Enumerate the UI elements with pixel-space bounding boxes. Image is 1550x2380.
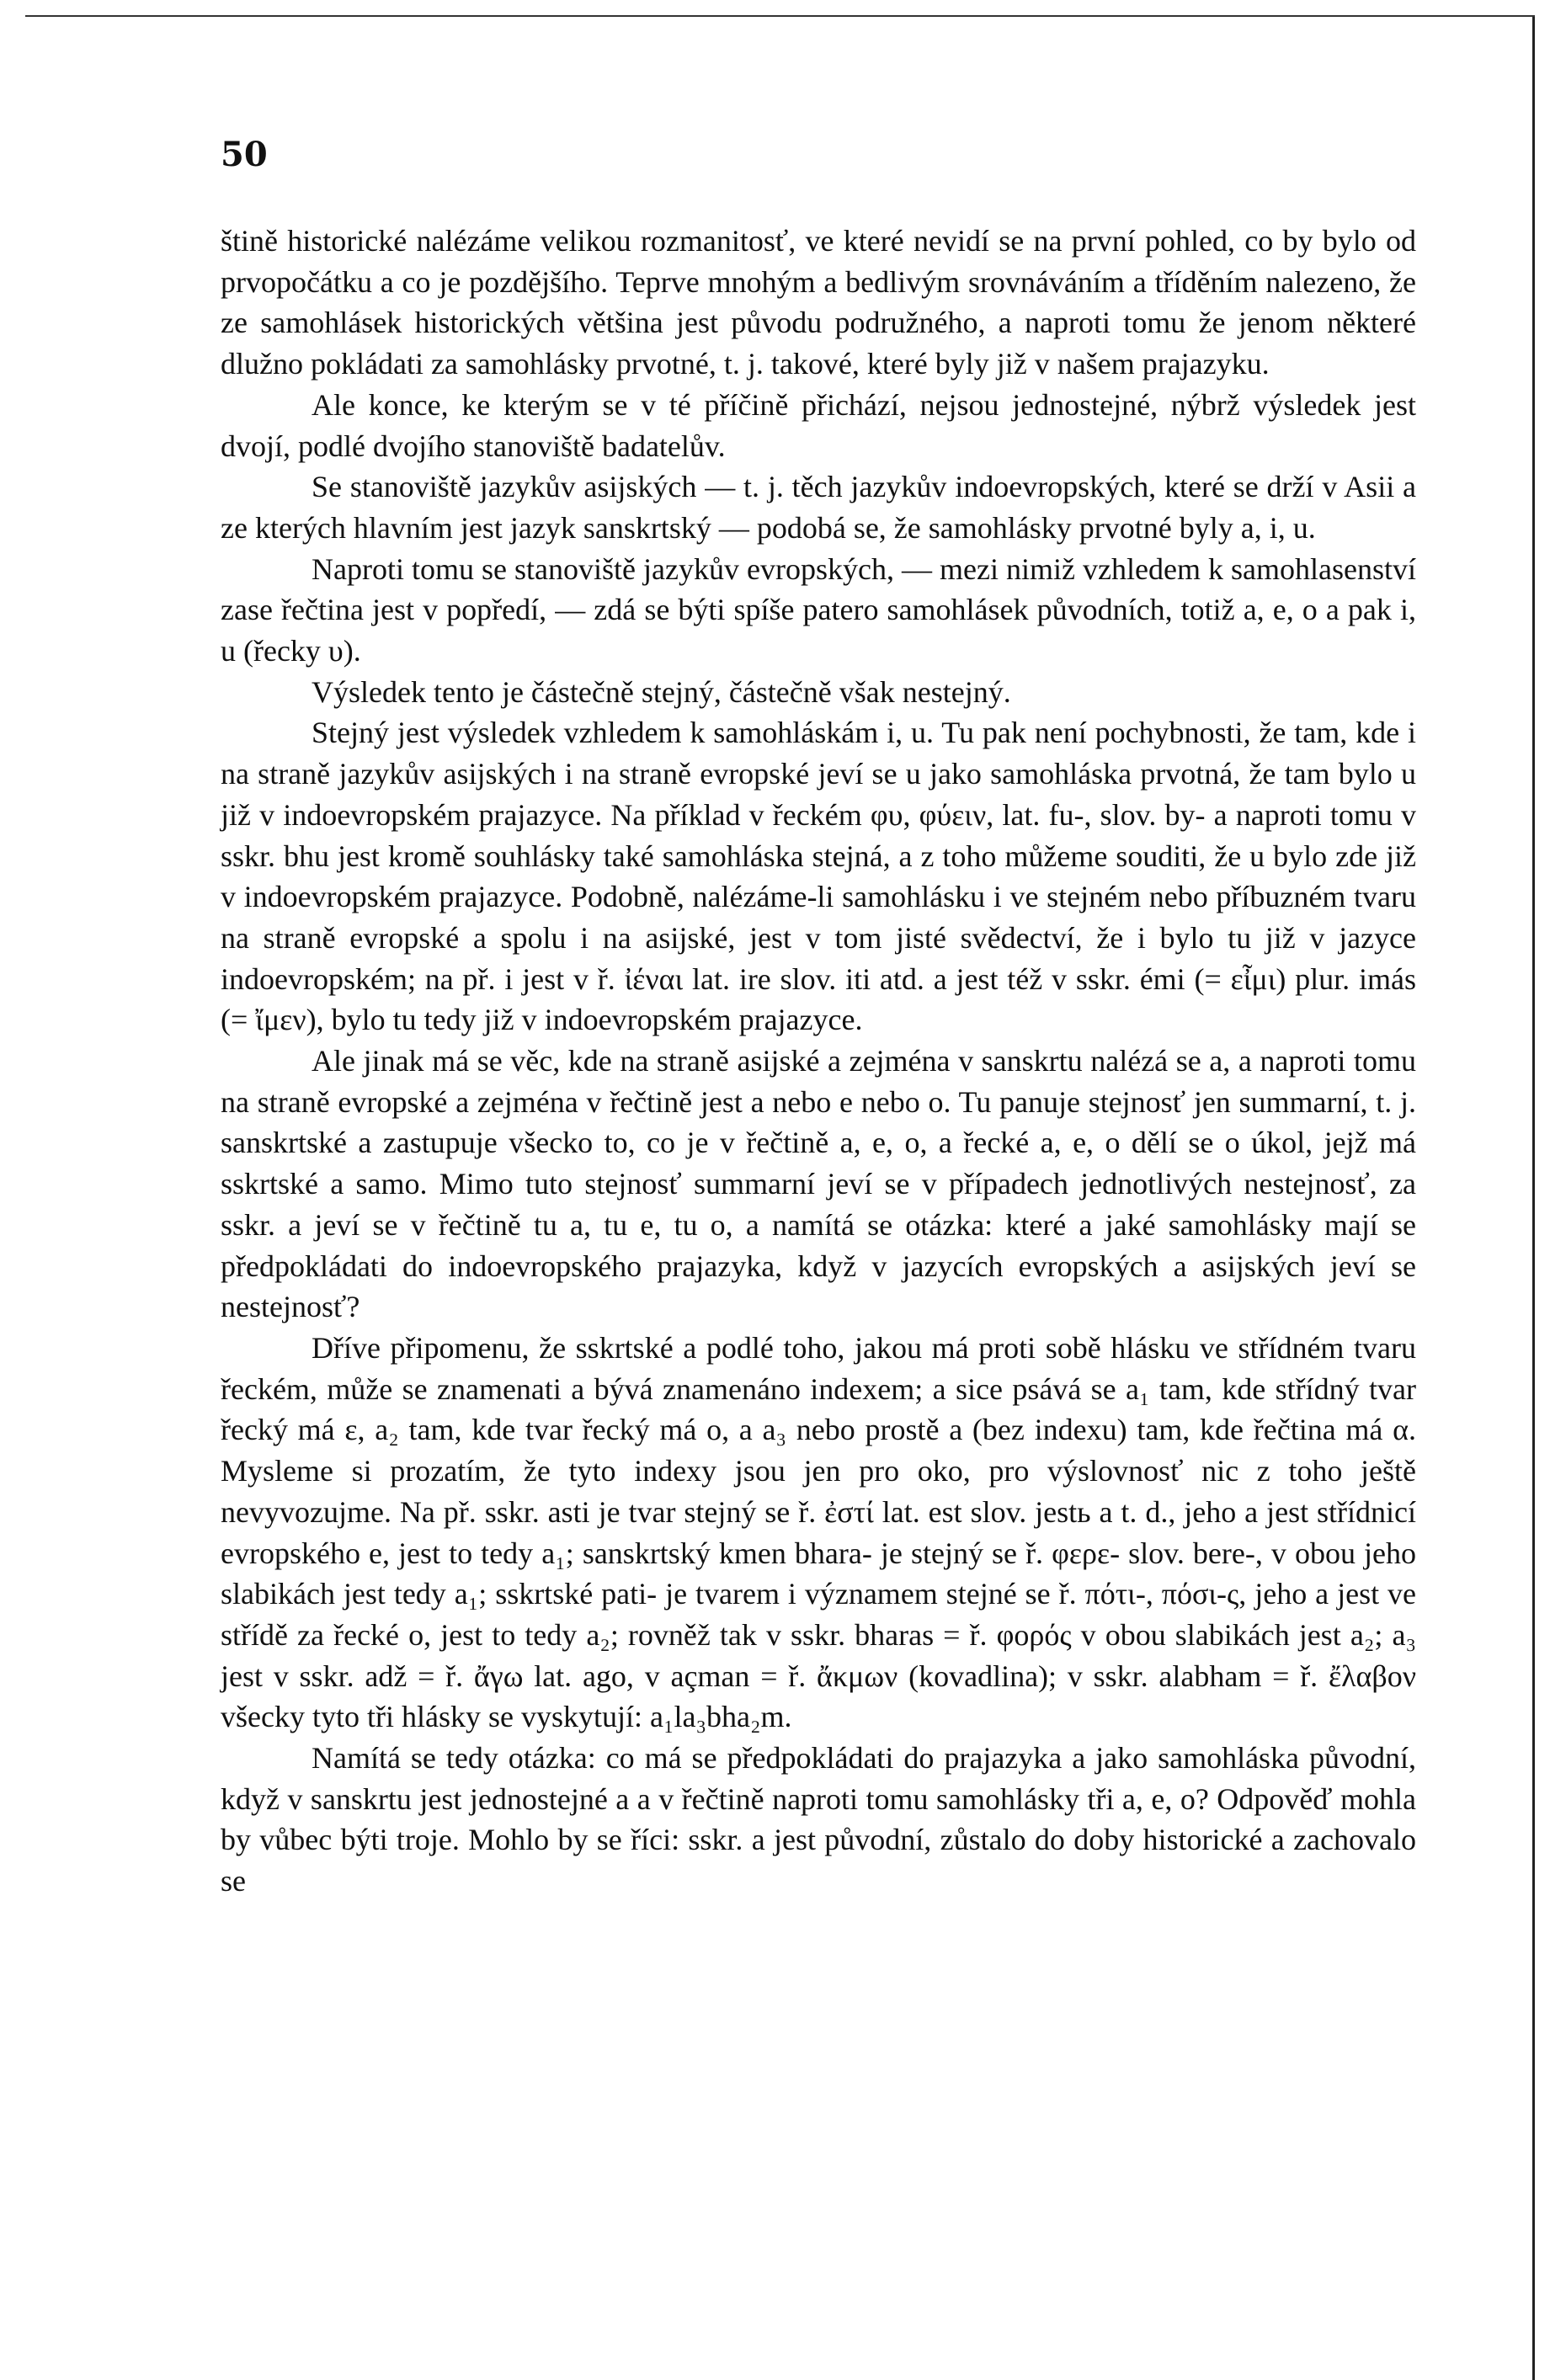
paragraph-2: Ale konce, ke kterým se v té příčině přichází, nejsou jednostejné, nýbrž výsledek jest dvojí, podlé dvojího stanoviště badatelův. [221,387,1416,463]
paragraph-4: Naproti tomu se stanoviště jazykův evropských, — mezi nimiž vzhledem k samohlasenství zase řečtina jest v popředí, — zdá se býti spíše patero samohlásek původních, totiž a, e, o a pak i, u (řecky υ). [221,551,1416,668]
paragraph-3: Se stanoviště jazykův asijských — t. j. těch jazykův indoevropských, které se drží v Asii a ze kterých hlavním jest jazyk sanskrtský — podobá se, že samohlásky prvotné byly a, i, u. [221,470,1416,545]
page-edge-top [25,15,1535,17]
page-number: 50 [221,135,268,174]
body-text [221,221,1416,1902]
paragraph-7: Ale jinak má se věc, kde na straně asijské a zejména v sanskrtu nalézá se a, a naproti tomu na straně evropské a zejména v řečtině jest a nebo e nebo o. Tu panuje stejnosť jen summarní, t. j. sanskrtské a zastupuje všecko to, co je v řečtině a, e, o, a řecké a, e, o dělí se o úkol, jejž má sskrtské a samo. Mimo tuto stejnosť summarní jeví se v případech jednotlivých nestejnosť, za sskr. a jeví se v řečtině tu a, tu e, tu o, a namítá se otázka: které a jaké samohlásky mají se předpokládati do indoevropského prajazyka, když v jazycích evropských a asijských jeví se nestejnosť? [221,1044,1416,1324]
paragraph-1: štině historické nalézáme velikou rozmanitosť, ve které nevidí se na první pohled, co by bylo od prvopočátku a co je pozdějšího. Teprve mnohým a bedlivým srovnáváním a tříděním nalezeno, že ze samohlásek historických většina jest původu podružného, a naproti tomu že jenom některé dlužno pokládati za samohlásky prvotné, t. j. takové, které byly již v našem prajazyku. [221,224,1416,381]
paragraph-6: Stejný jest výsledek vzhledem k samohláskám i, u. Tu pak není pochybnosti, že tam, kde i na straně jazykův asijských i na straně evropské jeví se u jako samohláska prvotná, že tam bylo u již v indoevropském prajazyce. Na příklad v řeckém φυ, φύειν, lat. fu-, slov. by- a naproti tomu v sskr. bhu jest kromě souhlásky také samohláska stejná, a z toho můžeme souditi, že u bylo zde již v indoevropském prajazyce. Podobně, nalézáme-li samohlásku i ve stejném nebo příbuzném tvaru na straně evropské a spolu i na asijské, jest v tom jisté svědectví, že i bylo tu již v jazyce indoevropském; na př. i jest v ř. ἰέναι lat. ire slov. iti atd. a jest též v sskr. émi (= εἶμι) plur. imás (= ἴμεν), bylo tu tedy již v indoevropském prajazyce. [221,716,1416,1037]
paragraph-9: Namítá se tedy otázka: co má se předpokládati do prajazyka a jako samohláska původní, když v sanskrtu jest jednostejné a a v řečtině naproti tomu samohlásky tři a, e, o? Odpověď mohla by vůbec býti troje. Mohlo by se říci: sskr. a jest původní, zůstalo do doby historické a zachovalo se [221,1741,1416,1898]
paragraph-5: Výsledek tento je částečně stejný, částečně však nestejný. [312,674,1011,709]
paragraph-8: Dříve připomenu, že sskrtské a podlé toho, jakou má proti sobě hlásku ve střídném tvaru řeckém, může se znamenati a bývá znamenáno indexem; a sice psává se a₁ tam, kde střídný tvar řecký má ε, a₂ tam, kde tvar řecký má ο, a a₃ nebo prostě a (bez indexu) tam, kde řečtina má α. Mysleme si prozatím, že tyto indexy jsou jen pro oko, pro výslovnosť nic z toho ještě nevyvozujme. Na př. sskr. asti je tvar stejný se ř. ἐστί lat. est slov. jestь a t. d., jeho a jest střídnicí evropského e, jest to tedy a₁; sanskrtský kmen bhara- je stejný se ř. φερε- slov. bere-, v obou jeho slabikách jest tedy a₁; sskrtské pati- je tvarem i významem stejné se ř. πότι-, πόσι-ς, jeho a jest ve střídě za řecké o, jest to tedy a₂; rovněž tak v sskr. bharas = ř. φορός v obou slabikách jest a₂; a₃ jest v sskr. adž = ř. ἄγω lat. ago, v açman = ř. ἄκμων (kovadlina); v sskr. alabham = ř. ἔλαβον všecky tyto tři hlásky se vyskytují: a₁la₃bha₂m. [221,1330,1416,1734]
page-edge-right [1532,17,1535,2380]
